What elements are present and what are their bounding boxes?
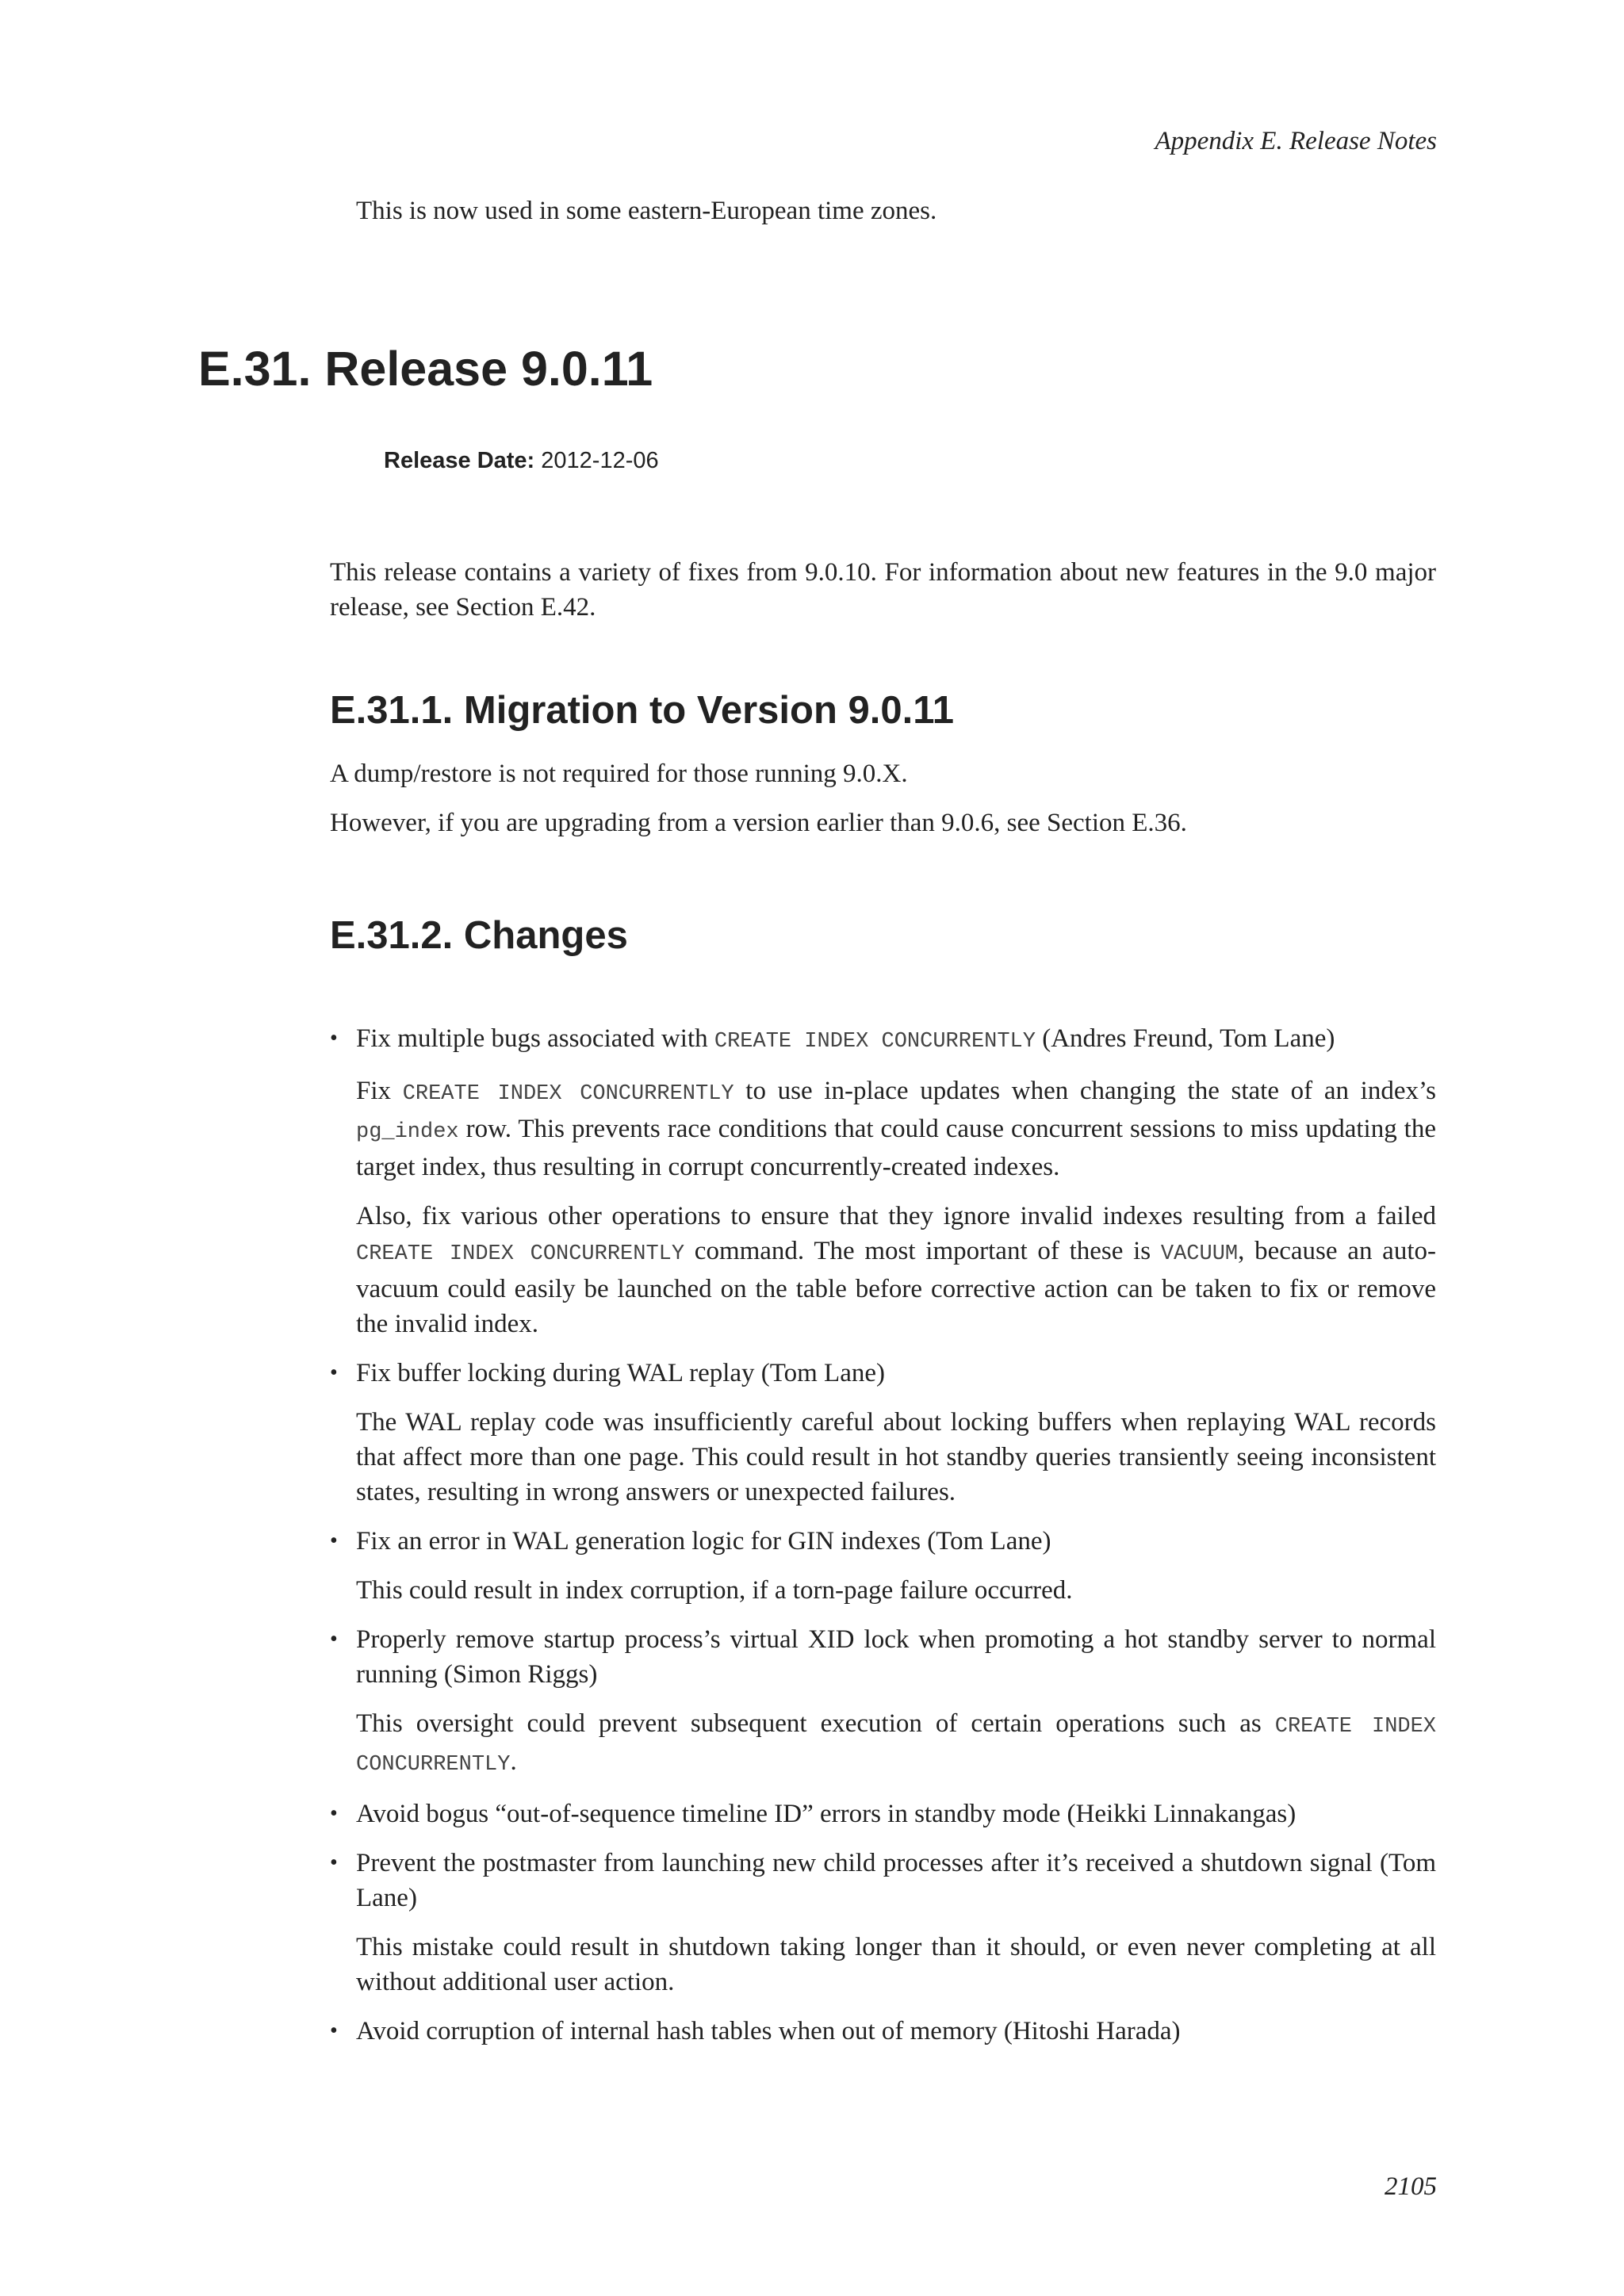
- item-detail: This could result in index corruption, if a torn-page failure occurred.: [356, 1576, 1073, 1605]
- migration-heading: E.31.1. Migration to Version 9.0.11: [330, 689, 955, 732]
- release-date-label: Release Date:: [384, 448, 535, 473]
- item-detail: The WAL replay code was insufficiently careful about locking buffers when replaying WAL records that affect more than one page. This could result in hot standby queries transiently seeing inconsistent states, resulting in wrong answers or unexpected failures.: [356, 1408, 1436, 1506]
- item-detail: This mistake could result in shutdown taking longer than it should, or even never completing at all without additional user action.: [356, 1933, 1436, 1996]
- text-span: , because an auto-vacuum could easily be launched on the table before corrective action can be taken to fix or remove the invalid index.: [356, 1237, 1436, 1338]
- release-date: [384, 448, 659, 474]
- list-item: [330, 1356, 1436, 1510]
- code-literal: CREATE INDEX CONCURRENTLY: [714, 1030, 1036, 1054]
- text-span: to use in-place updates when changing the state of an index’s: [733, 1077, 1436, 1105]
- release-date-value: 2012-12-06: [541, 448, 659, 473]
- list-item: [330, 1021, 1436, 1341]
- item-detail: [356, 1199, 1436, 1341]
- item-summary: • Fix buffer locking during WAL replay (Tom Lane): [356, 1359, 885, 1387]
- migration-paragraph-1: A dump/restore is not required for those running 9.0.X.: [330, 760, 908, 788]
- item-summary: • Prevent the postmaster from launching new child processes after it’s received a shutdown signal (Tom Lane): [356, 1849, 1436, 1912]
- changes-list: [330, 1021, 1436, 2063]
- list-item: [330, 1524, 1436, 1608]
- item-summary: • Avoid corruption of internal hash tables when out of memory (Hitoshi Harada): [356, 2017, 1181, 2045]
- text-span: Also, fix various other operations to ensure that they ignore invalid indexes resulting from a failed: [356, 1202, 1436, 1230]
- code-literal: CREATE INDEX CONCURRENTLY: [356, 1715, 1436, 1777]
- section-title: E.31. Release 9.0.11: [198, 342, 653, 396]
- item-summary: • Avoid bogus “out-of-sequence timeline ID” errors in standby mode (Heikki Linnakangas): [356, 1800, 1297, 1828]
- list-item: [330, 1622, 1436, 1782]
- text-span: .: [510, 1747, 517, 1776]
- changes-heading: E.31.2. Changes: [330, 914, 628, 957]
- code-literal: pg_index: [356, 1120, 459, 1144]
- list-item: [330, 1846, 1436, 1999]
- code-literal: CREATE INDEX CONCURRENTLY: [402, 1082, 734, 1106]
- item-detail: [356, 1073, 1436, 1184]
- text-span: row. This prevents race conditions that could cause concurrent sessions to miss updating the target index, thus resulting in corrupt concurrently-created indexes.: [356, 1115, 1436, 1181]
- item-summary: • Properly remove startup process’s virtual XID lock when promoting a hot standby server to normal running (Simon Riggs): [356, 1625, 1436, 1689]
- text-span: (Andres Freund, Tom Lane): [1035, 1024, 1335, 1053]
- item-summary: • Fix an error in WAL generation logic for GIN indexes (Tom Lane): [356, 1527, 1051, 1556]
- carryover-line: This is now used in some eastern-European time zones.: [356, 197, 937, 225]
- code-literal: VACUUM: [1160, 1242, 1239, 1266]
- text-span: command. The most important of these is: [684, 1237, 1161, 1265]
- text-span: This oversight could prevent subsequent execution of certain operations such as: [356, 1709, 1275, 1738]
- text-span: Fix multiple bugs associated with: [356, 1024, 714, 1053]
- page-number: 2105: [1385, 2172, 1437, 2201]
- item-summary: [356, 1021, 1436, 1059]
- code-literal: CREATE INDEX CONCURRENTLY: [356, 1242, 685, 1266]
- list-item: [330, 2014, 1436, 2049]
- list-item: [330, 1797, 1436, 1831]
- text-span: Fix: [356, 1077, 403, 1105]
- migration-paragraph-2: However, if you are upgrading from a version earlier than 9.0.6, see Section E.36.: [330, 809, 1187, 837]
- section-intro-paragraph: This release contains a variety of fixes from 9.0.10. For information about new features in the 9.0 major release, see Section E.42.: [330, 558, 1436, 622]
- item-detail: [356, 1706, 1436, 1782]
- running-header: Appendix E. Release Notes: [1155, 127, 1437, 155]
